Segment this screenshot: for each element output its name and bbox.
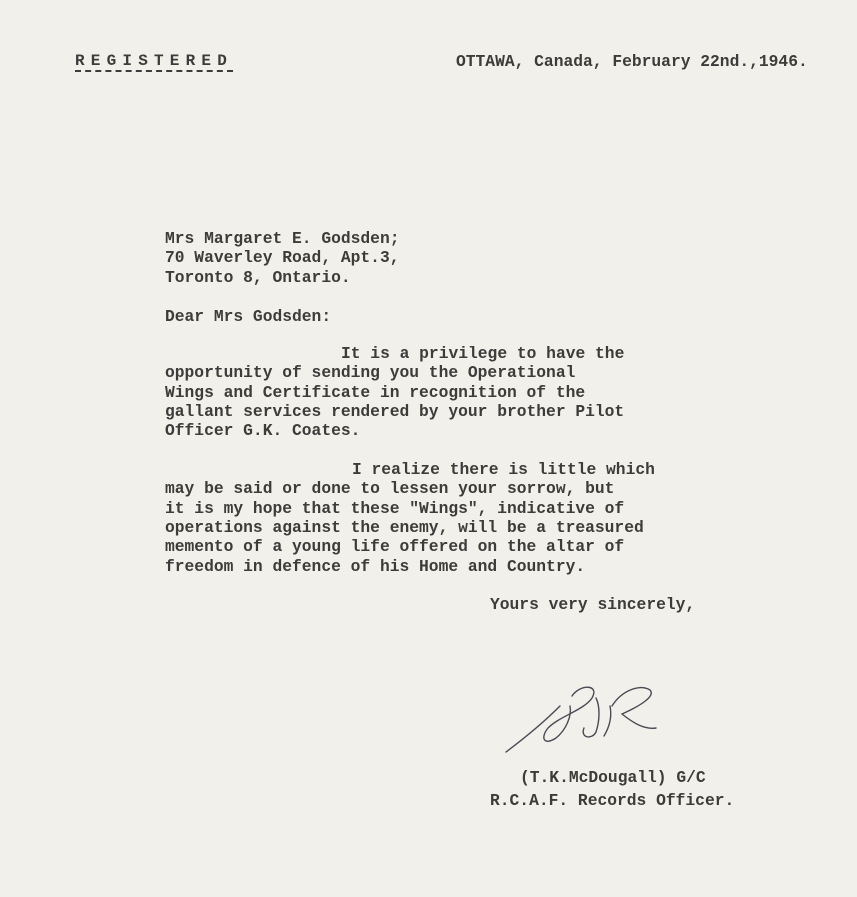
- signatory-title: R.C.A.F. Records Officer.: [490, 791, 735, 810]
- paragraph-line: it is my hope that these "Wings", indicative of: [165, 499, 625, 518]
- paragraph-line: Officer G.K. Coates.: [165, 421, 361, 440]
- paragraph-line: gallant services rendered by your brother Pilot: [165, 402, 625, 421]
- paragraph-line: I realize there is little which: [352, 460, 655, 479]
- address-line: 70 Waverley Road, Apt.3,: [165, 248, 400, 267]
- paragraph-line: freedom in defence of his Home and Country.: [165, 557, 586, 576]
- signatory-name: (T.K.McDougall) G/C: [520, 768, 706, 787]
- paragraph-line: opportunity of sending you the Operational: [165, 363, 576, 382]
- paragraph-line: Wings and Certificate in recognition of the: [165, 383, 586, 402]
- paragraph-line: memento of a young life offered on the altar of: [165, 537, 625, 556]
- paragraph-line: operations against the enemy, will be a treasured: [165, 518, 644, 537]
- paragraph-line: It is a privilege to have the: [341, 344, 625, 363]
- closing: Yours very sincerely,: [490, 595, 696, 614]
- address-line: Toronto 8, Ontario.: [165, 268, 351, 287]
- registered-stamp: REGISTERED: [75, 52, 234, 70]
- paragraph-line: may be said or done to lessen your sorrow, but: [165, 479, 615, 498]
- salutation: Dear Mrs Godsden:: [165, 307, 332, 326]
- address-line: Mrs Margaret E. Godsden;: [165, 229, 400, 248]
- handwritten-signature: [500, 676, 670, 761]
- place-date: OTTAWA, Canada, February 22nd.,1946.: [456, 52, 808, 71]
